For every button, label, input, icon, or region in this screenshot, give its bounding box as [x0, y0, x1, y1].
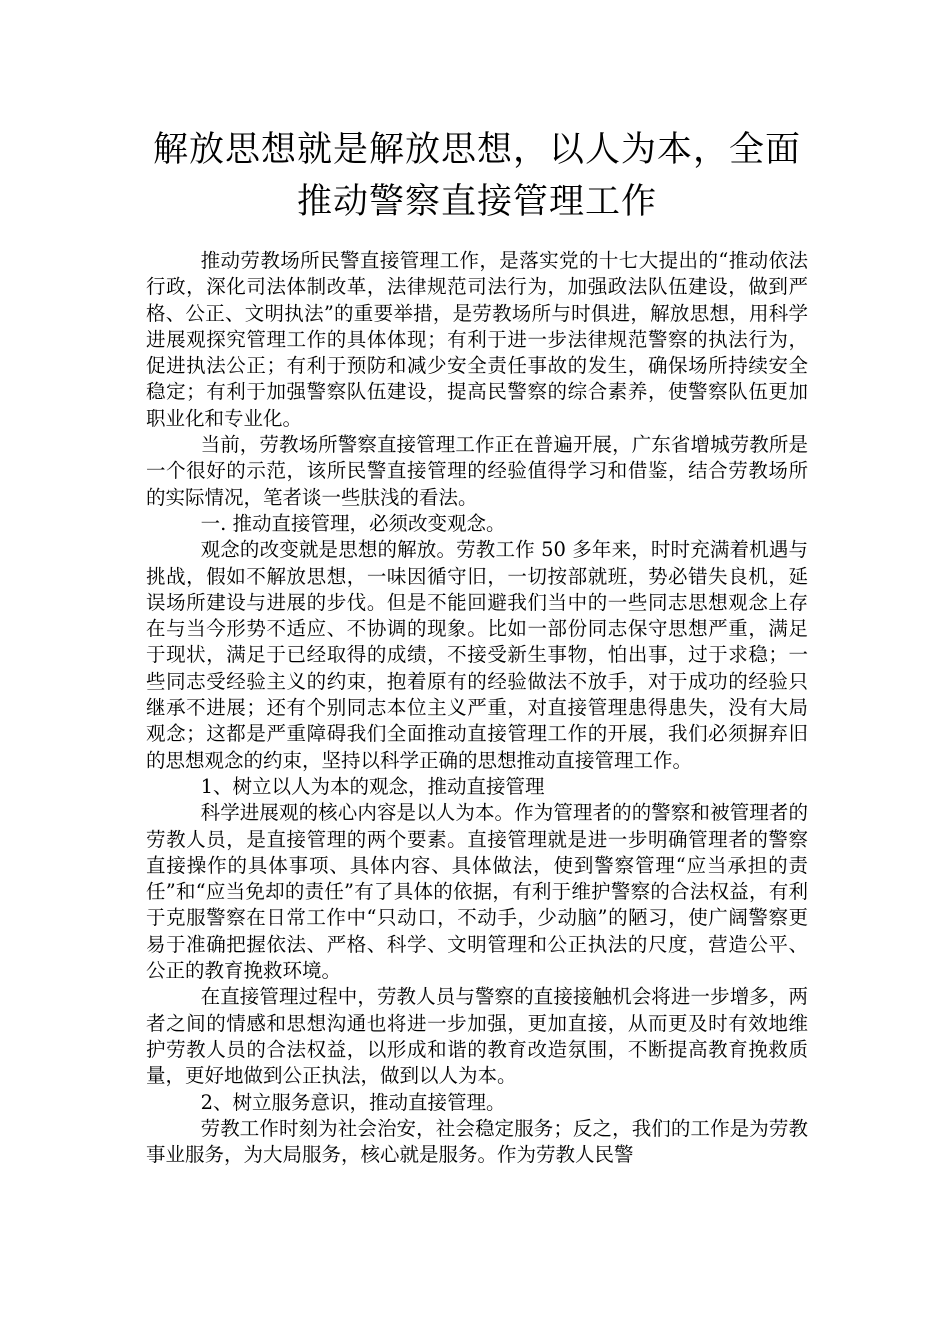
subsection-heading: 1、树立以人为本的观念，推动直接管理: [200, 774, 545, 798]
document-title: [146, 124, 808, 228]
document-page: [146, 0, 808, 1168]
section-heading: 一. 推动直接管理，必须改变观念。: [200, 511, 506, 535]
title-line-2: 推动警察直接管理工作: [296, 182, 657, 222]
paragraph: 推动劳教场所民警直接管理工作，是落实党的十七大提出的“推动依法行政，深化司法体制改革，法律规范司法行为，加强政法队伍建设，做到严格、公正、文明执法”的重要举措，是劳教场所与时俱进，解放思想，用科学进展观探究管理工作的具体体现；有利于进一步法律规范警察的执法行为，促进执法公正；有利于预防和减少安全责任事故的发生，确保场所持续安全稳定；有利于加强警察队伍建设，提高民警察的综合素养，使警察队伍更加职业化和专业化。: [146, 249, 808, 430]
subsection-heading: 2、树立服务意识，推动直接管理。: [200, 1090, 506, 1114]
paragraph: 观念的改变就是思想的解放。劳教工作 50 多年来，时时充满着机遇与挑战，假如不解放思想，一味因循守旧，一切按部就班，势必错失良机，延误场所建设与进展的步伐。但是不能回避我们当中的一些同志思想观念上存在与当今形势不适应、不协调的现象。比如一部份同志保守思想严重，满足于现状，满足于已经取得的成绩，不接受新生事物，怕出事，过于求稳；一些同志受经验主义的约束，抱着原有的经验做法不放手，对于成功的经验只继承不进展；还有个别同志本位主义严重，对直接管理患得患失，没有大局观念；这都是严重障碍我们全面推动直接管理工作的开展，我们必须摒弃旧的思想观念的约束，坚持以科学正确的思想推动直接管理工作。: [146, 538, 808, 772]
paragraph: 当前，劳教场所警察直接管理工作正在普遍开展，广东省增城劳教所是一个很好的示范，该所民警直接管理的经验值得学习和借鉴，结合劳教场所的实际情况，笔者谈一些肤浅的看法。: [146, 433, 808, 509]
paragraph: 在直接管理过程中，劳教人员与警察的直接接触机会将进一步增多，两者之间的情感和思想沟通也将进一步加强，更加直接，从而更及时有效地维护劳教人员的合法权益，以形成和谐的教育改造氛围，不断提高教育挽救质量，更好地做到公正执法，做到以人为本。: [146, 985, 808, 1088]
title-line-1: 解放思想就是解放思想，以人为本，全面: [152, 130, 801, 170]
paragraph: 劳教工作时刻为社会治安，社会稳定服务；反之，我们的工作是为劳教事业服务，为大局服务，核心就是服务。作为劳教人民警: [146, 1116, 808, 1167]
document-body: [146, 248, 808, 1168]
paragraph: 科学进展观的核心内容是以人为本。作为管理者的的警察和被管理者的劳教人员，是直接管理的两个要素。直接管理就是进一步明确管理者的警察直接操作的具体事项、具体内容、具体做法，使到警察管理“应当承担的责任”和“应当免却的责任”有了具体的依据，有利于维护警察的合法权益，有利于克服警察在日常工作中“只动口，不动手，少动脑”的陋习，使广阔警察更易于准确把握依法、严格、科学、文明管理和公正执法的尺度，营造公平、公正的教育挽救环境。: [146, 801, 808, 983]
